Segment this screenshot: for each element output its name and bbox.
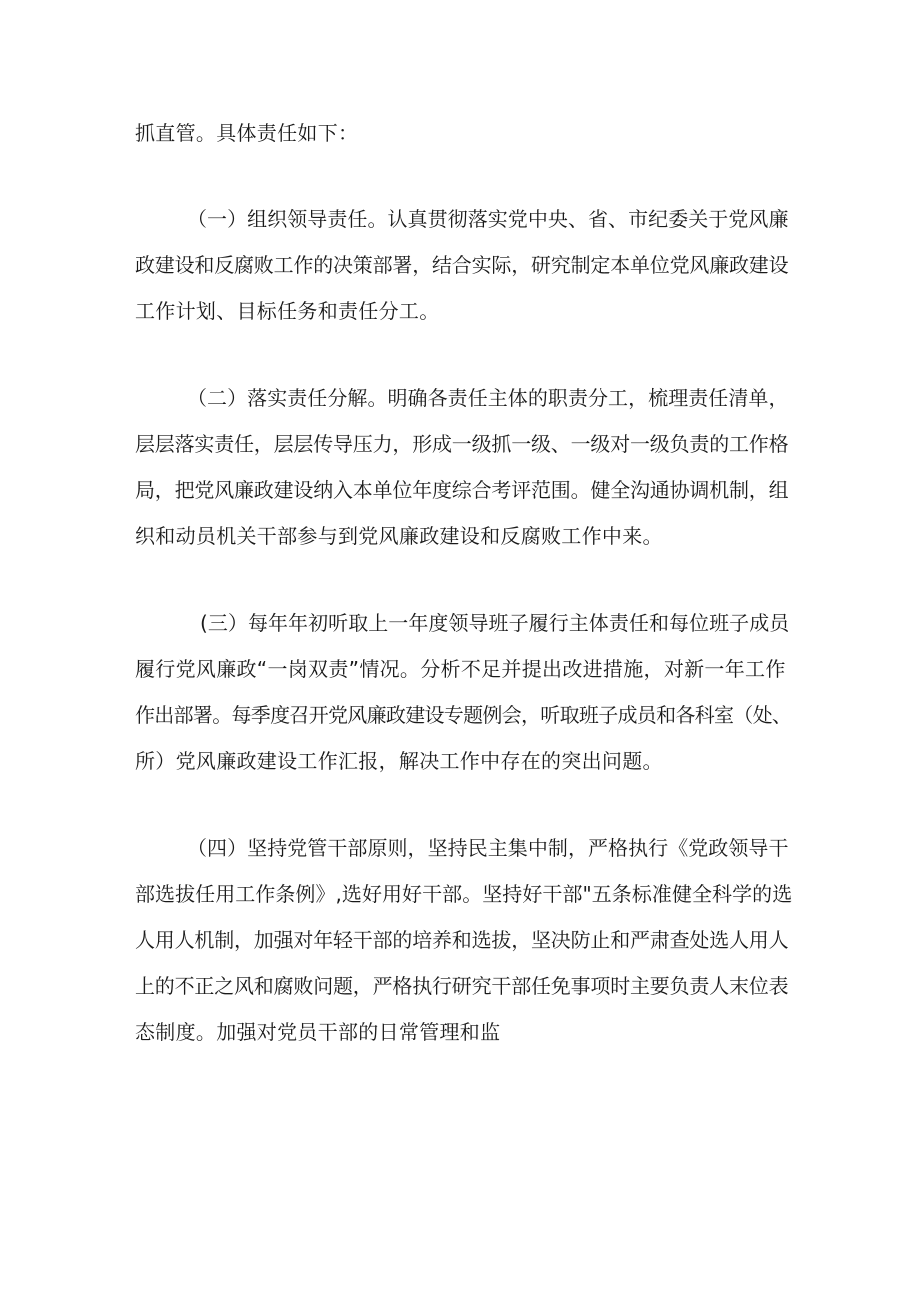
text-line: 作出部署。每季度召开党风廉政建设专题例会，听取班子成员和各科室（处、 — [135, 703, 792, 727]
text-line: （四）坚持党管干部原则，坚持民主集中制，严格执行《党政领导干 — [187, 836, 789, 860]
text-line: 织和动员机关干部参与到党风廉政建设和反腐败工作中来。 — [135, 524, 663, 548]
text-line: （一）组织领导责任。认真贯彻落实党中央、省、市纪委关于党风廉 — [187, 207, 789, 231]
text-line: 政建设和反腐败工作的决策部署，结合实际，研究制定本单位党风廉政建设 — [135, 253, 789, 277]
text-line: (三）每年年初听取上一年度领导班子履行主体责任和每位班子成员 — [200, 611, 790, 635]
text-line: 局，把党风廉政建设纳入本单位年度综合考评范围。健全沟通协调机制，组 — [135, 478, 789, 502]
text-line: 工作计划、目标任务和责任分工。 — [135, 299, 440, 323]
text-line: 态制度。加强对党员干部的日常管理和监 — [135, 1020, 501, 1044]
text-line: 抓直管。具体责任如下： — [135, 121, 359, 145]
text-line: 人用人机制，加强对年轻干部的培养和选拔，坚决防止和严肃查处选人用人 — [135, 928, 789, 952]
text-line: 部选拔任用工作条例》,选好用好干部。坚持好干部"五条标准健全科学的选 — [135, 882, 793, 906]
text-line: 履行党风廉政“一岗双责”情况。分析不足并提出改进措施，对新一年工作 — [135, 657, 786, 681]
text-line: 所）党风廉政建设工作汇报，解决工作中存在的突出问题。 — [135, 749, 663, 773]
text-line: （二）落实责任分解。明确各责任主体的职责分工，梳理责任清单， — [187, 386, 789, 410]
text-line: 层层落实责任，层层传导压力，形成一级抓一级、一级对一级负责的工作格 — [135, 432, 789, 456]
text-line: 上的不正之风和腐败问题，严格执行研究干部任免事项时主要负责人末位表 — [135, 974, 789, 998]
